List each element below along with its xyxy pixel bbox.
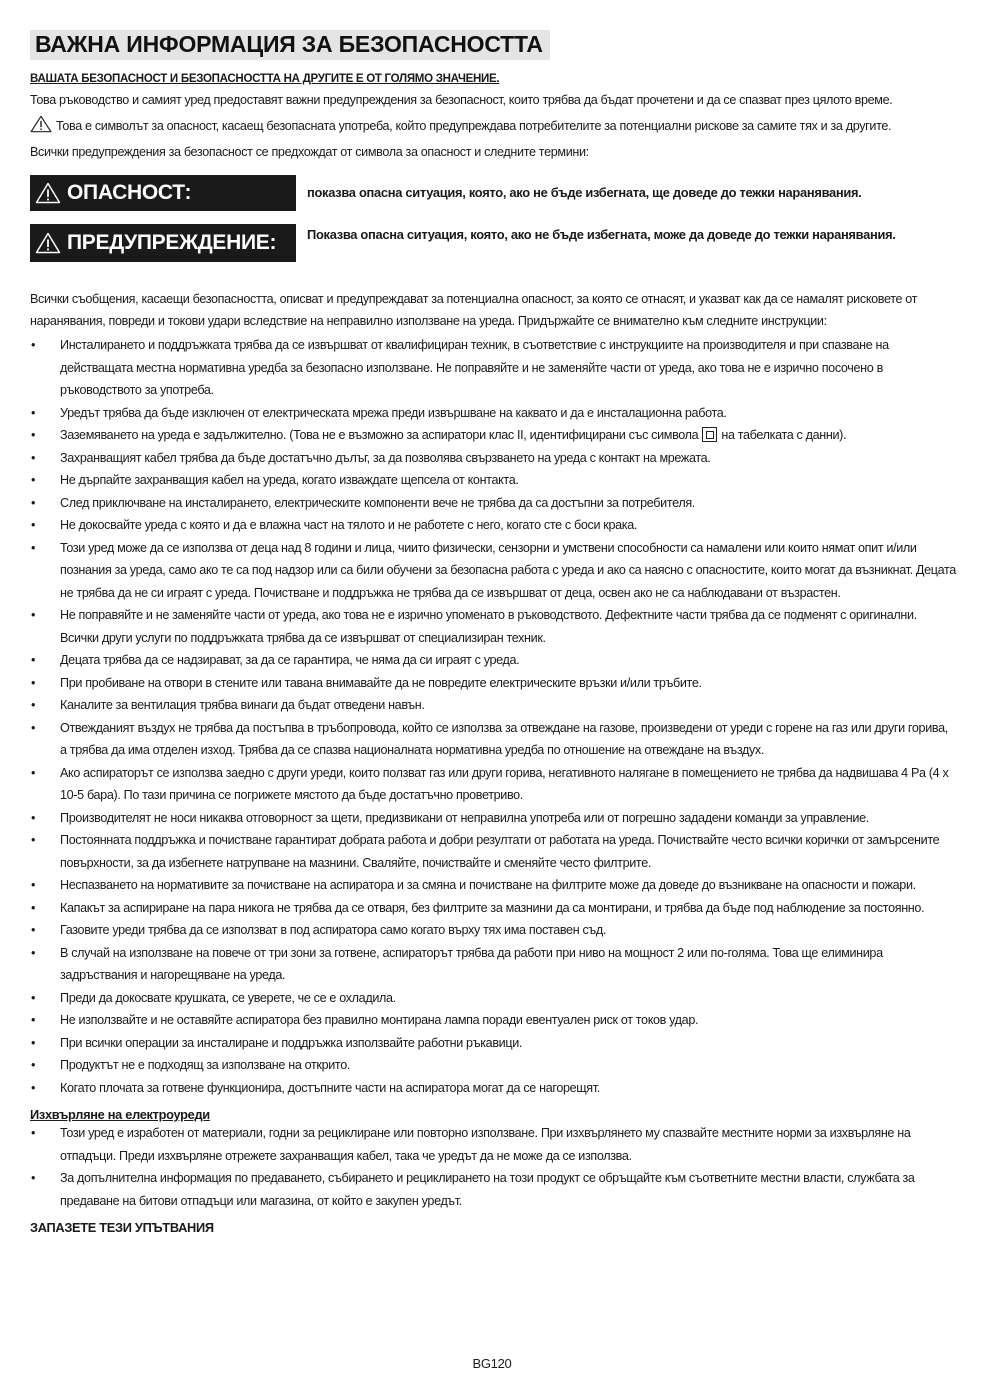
list-item: • При пробиване на отвори в стените или тавана внимавайте да не повредите електрическите връзки и/или тръбите. — [30, 672, 956, 695]
danger-description: показва опасна ситуация, която, ако не бъде избегната, ще доведе до тежки наранявания. — [307, 185, 862, 200]
list-item: • Уредът трябва да бъде изключен от електрическата мрежа преди извършване на каквато и да е инсталационна работа. — [30, 402, 956, 425]
list-item: • Преди да докосвате крушката, се уверете, че се е охладила. — [30, 987, 956, 1010]
list-item: • Инсталирането и поддръжката трябва да се извършват от квалифициран техник, в съответствие с инструкциите на производителя и при спазване на действащата местна нормативна уредба за безопасно използване. Не поправяйте и не заменяйте части от уреда, ако това не е изрично посочено в ръководството за употреба. — [30, 334, 956, 402]
list-item: • Постоянната поддръжка и почистване гарантират добрата работа и добри резултати от работата на уреда. Почиствайте често всички корички от замърсените повърхности, за да избегнете натрупване на мазнини. Сваляйте, почиствайте и сменяйте често филтрите. — [30, 829, 956, 874]
list-item: • В случай на използване на повече от три зони за готвене, аспираторът трябва да работи при ниво на мощност 2 или по-голяма. Това ще елиминира задръствания и нагорещяване на уреда. — [30, 942, 956, 987]
save-instructions-note: ЗАПАЗЕТЕ ТЕЗИ УПЪТВАНИЯ — [30, 1220, 214, 1235]
instructions-intro: Всички съобщения, касаещи безопасността, описват и предупреждават за потенциална опасност, за която се отнасят, и указват как да се намалят рисковете от наранявания, повреди и токови удари вследствие на неправилно използване на уреда. Придържайте се внимателно към следните инструкции: — [30, 292, 918, 328]
list-item: • Производителят не носи никаква отговорност за щети, предизвикани от неправилна употреба или от погрешно зададени команди за управление. — [30, 807, 956, 830]
list-item: • Когато плочата за готвене функционира, достъпните части на аспиратора могат да се нагорещят. — [30, 1077, 956, 1100]
list-item: • Не използвайте и не оставяйте аспиратора без правилно монтирана лампа поради евентуален риск от токов удар. — [30, 1009, 956, 1032]
list-item: • Каналите за вентилация трябва винаги да бъдат отведени навън. — [30, 694, 956, 717]
list-item: • Газовите уреди трябва да се използват в под аспиратора само когато върху тях има поставен съд. — [30, 919, 956, 942]
warning-description: Показва опасна ситуация, която, ако не бъде избегната, може да доведе до тежки наранявания. — [307, 227, 896, 242]
warning-triangle-icon — [30, 115, 52, 133]
grounding-text-before: Заземяването на уреда е задължително. (Това не е възможно за аспиратори клас II, идентифицирани със символа — [60, 428, 699, 442]
list-item: • Неспазването на нормативите за почистване на аспиратора и за смяна и почистване на филтрите може да доведе до възникване на опасности и пожари. — [30, 874, 956, 897]
danger-label-box — [30, 175, 296, 211]
page-number: BG120 — [472, 1356, 512, 1371]
safety-subheading: ВАШАТА БЕЗОПАСНОСТ И БЕЗОПАСНОСТТА НА ДРУГИТЕ Е ОТ ГОЛЯМО ЗНАЧЕНИЕ. — [30, 71, 500, 85]
symbol-paragraph — [30, 115, 956, 137]
disposal-heading: Изхвърляне на електроуреди — [30, 1107, 210, 1122]
warning-triangle-icon — [35, 182, 61, 204]
warning-row — [30, 224, 956, 262]
list-item: • Този уред може да се използва от деца над 8 години и лица, чиито физически, сензорни и умствени способности са намалени или които нямат опит и/или познания за уреда, само ако те са под надзор или са били обучени за безопасна работа с уреда и ако са наясно с опасностите, които могат да възникнат. Децата не трябва да не си играят с уреда. Почистване и поддръжка не трябва да се извършват от деца, освен ако не са наблюдавани от възрастен. — [30, 537, 956, 605]
class-ii-symbol-icon — [702, 427, 717, 442]
list-item: • Не докосвайте уреда с която и да е влажна част на тялото и не работете с него, когато сте с боси крака. — [30, 514, 956, 537]
list-item: • Отвежданият въздух не трябва да постъпва в тръбопровода, който се използва за отвеждане на газове, произведени от уреди с горене на газ или други горива, а трябва да има отделен изход. Трябва да се спазва националната нормативна уредба по отношение на отвеждане на въздух. — [30, 717, 956, 762]
danger-label: ОПАСНОСТ: — [67, 181, 192, 204]
list-item: • За допълнителна информация по предаването, събирането и рециклирането на този продукт се обръщайте към съответните местни власти, службата за предаване на битови отпадъци или магазина, от който е закупен уредът. — [30, 1167, 956, 1212]
page-title: ВАЖНА ИНФОРМАЦИЯ ЗА БЕЗОПАСНОСТТА — [30, 30, 550, 60]
symbol-paragraph-text: Това е символът за опасност, касаещ безопасната употреба, който предупреждава потребителите за потенциални рискове за самите тях и за другите. — [56, 119, 892, 133]
list-item: • Захранващият кабел трябва да бъде достатъчно дълъг, за да позволява свързването на уреда с контакт на мрежата. — [30, 447, 956, 470]
intro-paragraph: Това ръководство и самият уред предоставят важни предупреждения за безопасност, които трябва да бъдат прочетени и да се спазват през цялото време. — [30, 93, 893, 107]
list-item: • Децата трябва да се надзирават, за да се гарантира, че няма да си играят с уреда. — [30, 649, 956, 672]
warning-label-box — [30, 224, 296, 262]
list-item: • След приключване на инсталирането, електрическите компоненти вече не трябва да са достъпни за потребителя. — [30, 492, 956, 515]
list-item: • Ако аспираторът се използва заедно с други уреди, които ползват газ или други горива, негативното налягане в помещението не трябва да надвишава 4 Pa (4 x 10-5 бара). По тази причина се погрижете мястото да бъде достатъчно проветриво. — [30, 762, 956, 807]
warning-label: ПРЕДУПРЕЖДЕНИЕ: — [67, 231, 277, 254]
warning-triangle-icon — [35, 232, 61, 254]
list-item: • Капакът за аспириране на пара никога не трябва да се отваря, без филтрите за мазнини да са монтирани, и трябва да бъде под наблюдение за постоянно. — [30, 897, 956, 920]
list-item — [30, 424, 956, 447]
list-item: • При всички операции за инсталиране и поддръжка използвайте работни ръкавици. — [30, 1032, 956, 1055]
document-page — [30, 30, 956, 1235]
list-item: • Не поправяйте и не заменяйте части от уреда, ако това не е изрично упоменато в ръководството. Дефектните части трябва да се подменят с оригинални. Всички други услуги по поддръжката трябва да се извършват от специализиран техник. — [30, 604, 956, 649]
disposal-list — [30, 1122, 956, 1212]
list-item: • Този уред е изработен от материали, годни за рециклиране или повторно използване. При изхвърлянето му спазвайте местните норми за изхвърляне на отпадъци. Преди изхвърляне отрежете захранващия кабел, така че уредът да не може да се използва. — [30, 1122, 956, 1167]
safety-instructions-list — [30, 334, 956, 1099]
list-item: • Не дърпайте захранващия кабел на уреда, когато изваждате щепсела от контакта. — [30, 469, 956, 492]
list-item: • Продуктът не е подходящ за използване на открито. — [30, 1054, 956, 1077]
danger-row — [30, 175, 956, 211]
grounding-text-after: на табелката с данни). — [721, 428, 847, 442]
terms-paragraph: Всички предупреждения за безопасност се предхождат от символа за опасност и следните термини: — [30, 145, 589, 159]
